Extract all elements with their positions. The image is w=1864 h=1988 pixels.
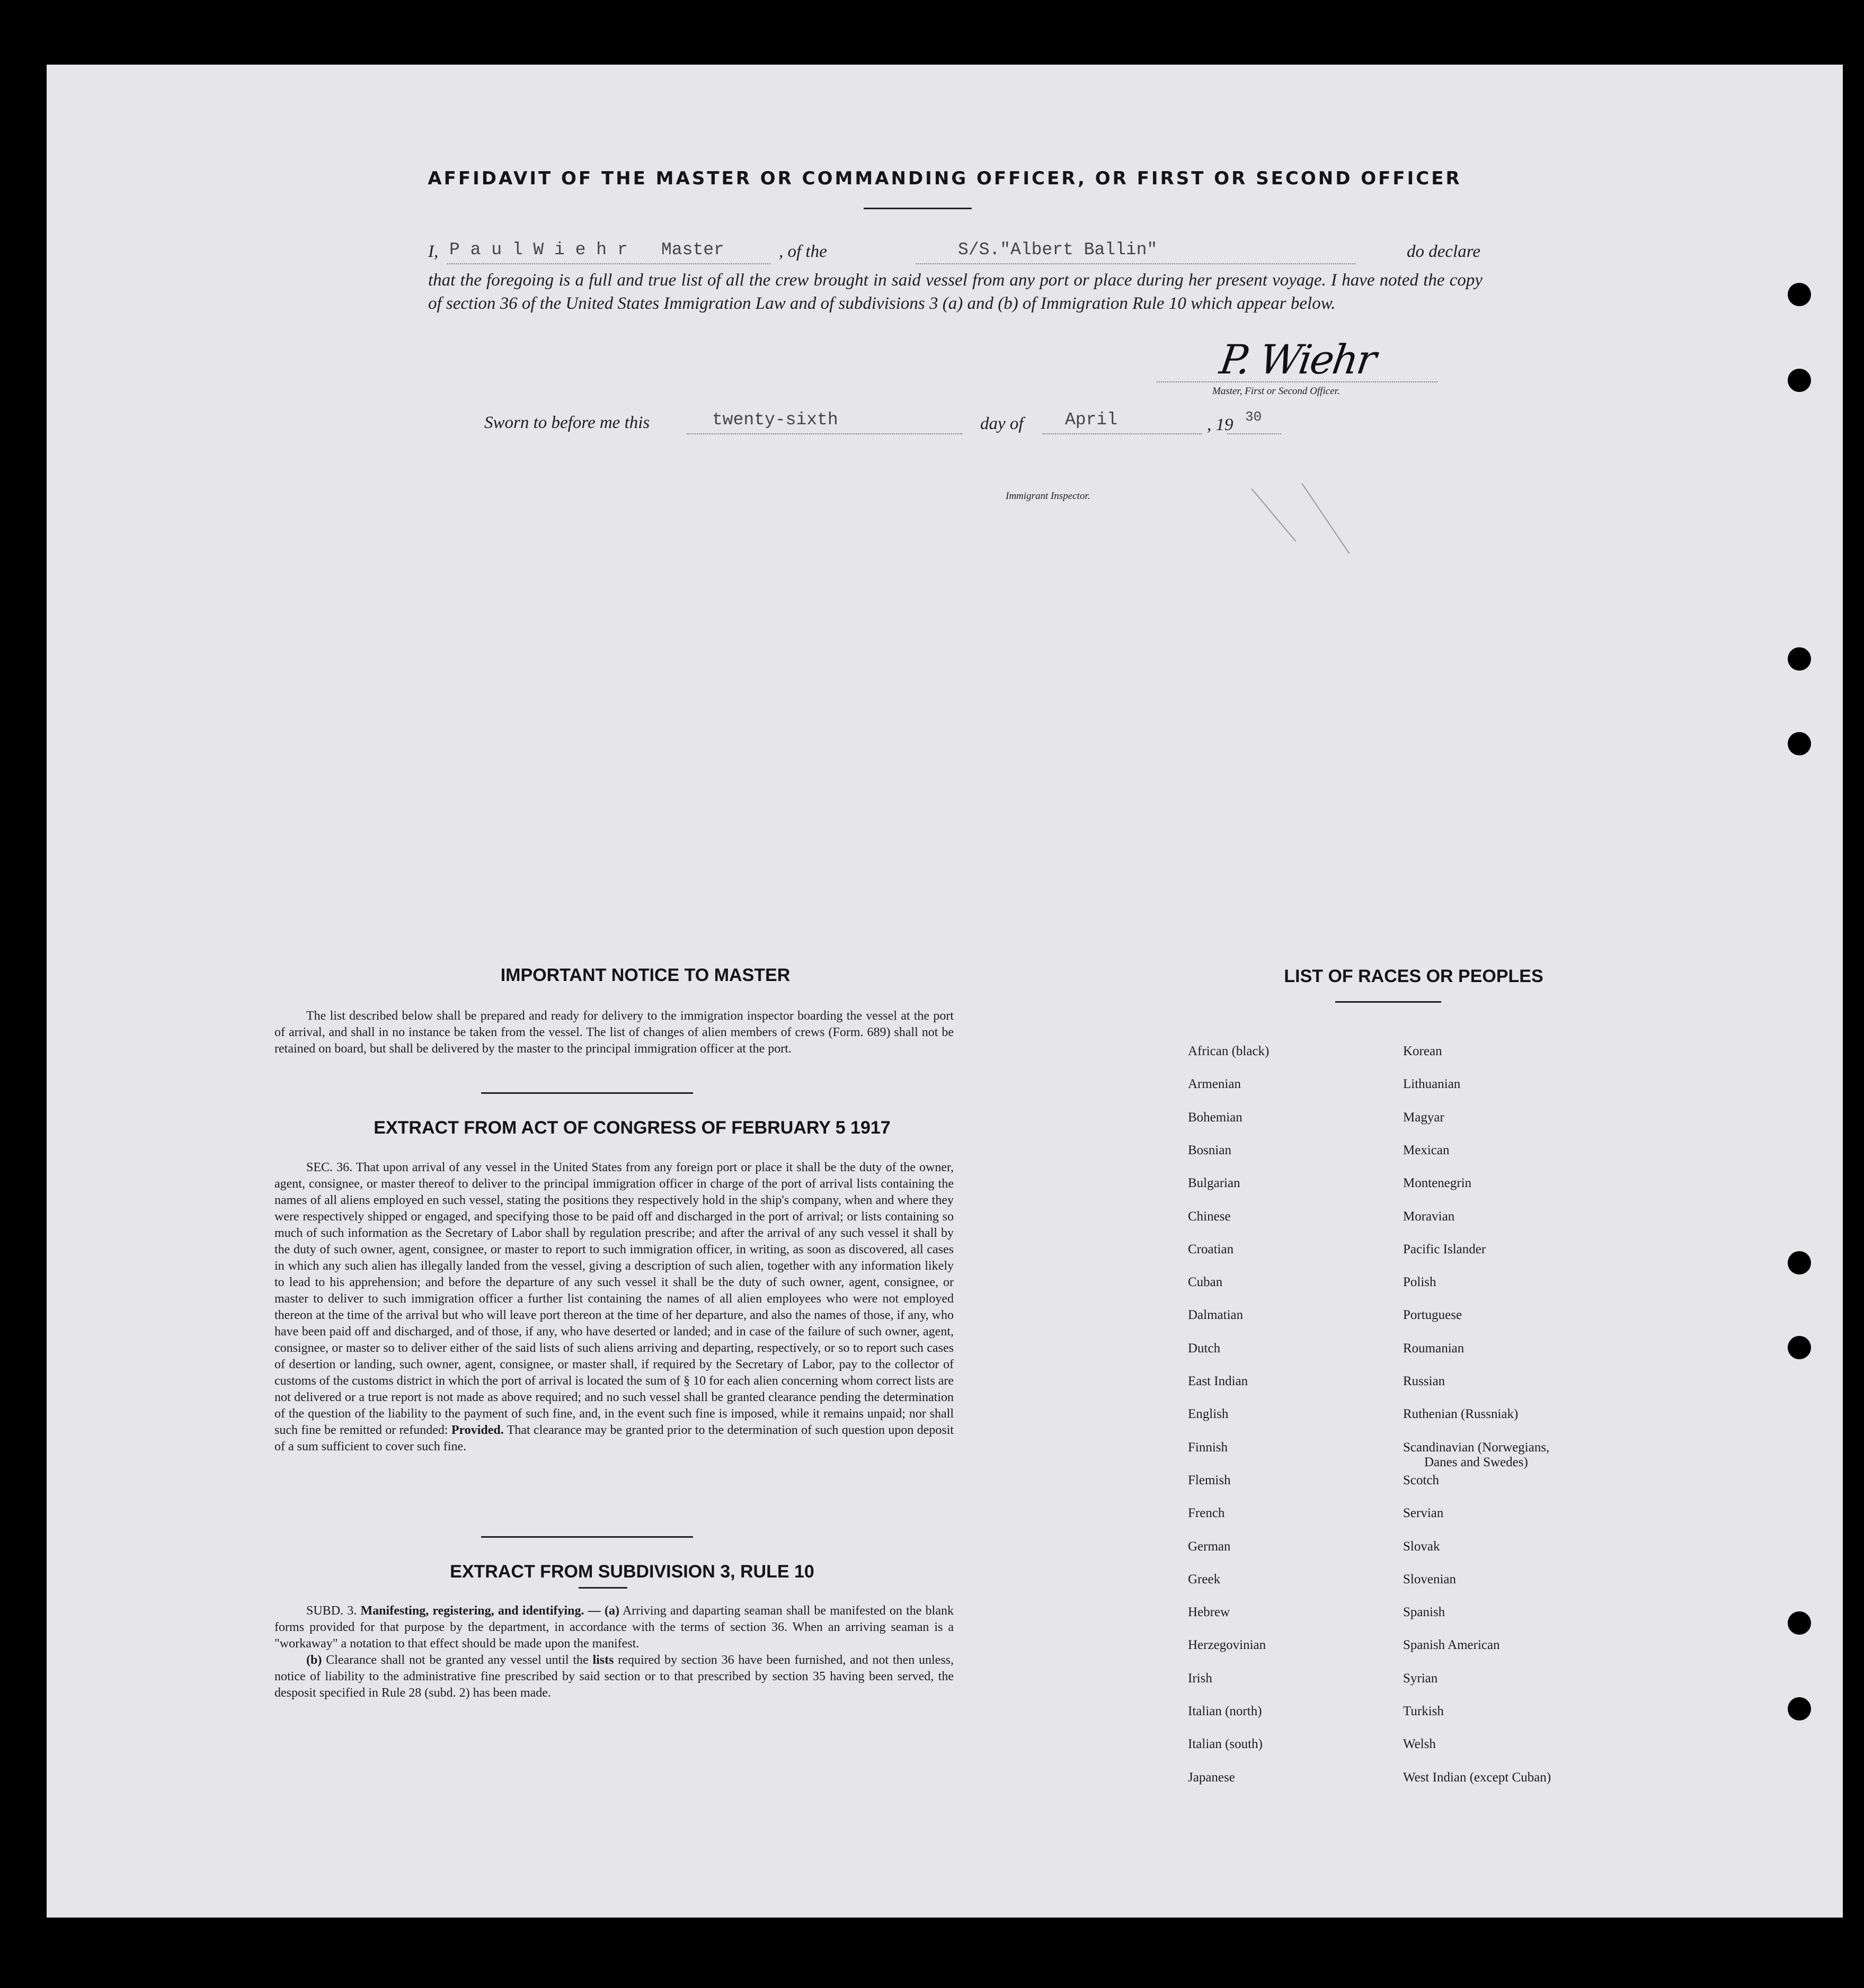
- race-item: Scotch: [1403, 1473, 1440, 1487]
- race-item: West Indian (except Cuban): [1403, 1770, 1551, 1785]
- race-item: Croatian: [1188, 1242, 1234, 1256]
- signature-caption: Master, First or Second Officer.: [1212, 386, 1340, 397]
- race-item: Slovak: [1403, 1539, 1440, 1554]
- race-item: German: [1188, 1539, 1231, 1554]
- punch-hole: [1788, 1697, 1811, 1720]
- race-item: Cuban: [1188, 1275, 1223, 1290]
- master-name: P a u l W i e h r: [449, 240, 628, 260]
- race-item: Dutch: [1188, 1341, 1221, 1356]
- race-item: Polish: [1403, 1275, 1436, 1290]
- race-item: African (black): [1188, 1044, 1270, 1058]
- day-of-label: day of: [980, 414, 1024, 433]
- declaration-line: [428, 242, 1483, 269]
- race-item: Turkish: [1403, 1704, 1444, 1718]
- race-item: Roumanian: [1403, 1341, 1464, 1356]
- race-item: Herzegovinian: [1188, 1638, 1266, 1653]
- signature-line: [1157, 381, 1437, 382]
- race-item: East Indian: [1188, 1374, 1248, 1388]
- punch-hole: [1788, 1336, 1811, 1359]
- section-divider: [579, 1587, 627, 1589]
- races-title: LIST OF RACES OR PEOPLES: [1284, 966, 1543, 986]
- race-item: Welsh: [1403, 1737, 1436, 1752]
- race-item: Bosnian: [1188, 1143, 1231, 1157]
- race-item: Servian: [1403, 1506, 1444, 1521]
- rule-body: SUBD. 3. Manifesting, registering, and identifying. — (a) Arriving and daparting seaman shall be manifested on the blank forms provided for that purpose by the department, in accordance with the terms of section 36. When an arriving seaman is a "workaway" a notation to that effect should be made upon the manifest. (b) Clearance shall not be granted any vessel until the lists required by section 36 have been furnished, and not then unless, notice of liability to the administrative fine prescribed by said section or to that prescribed by section 35 having been served, the desposit specified in Rule 28 (subd. 2) has been made.: [274, 1604, 954, 1700]
- affidavit-title: AFFIDAVIT OF THE MASTER OR COMMANDING OFFICER, OR FIRST OR SECOND OFFICER: [428, 168, 1462, 189]
- punch-hole: [1788, 1251, 1811, 1274]
- race-item: Lithuanian: [1403, 1077, 1461, 1092]
- race-item: Spanish American: [1403, 1638, 1500, 1653]
- punch-hole: [1788, 732, 1811, 755]
- sworn-day: twenty-sixth: [712, 410, 838, 430]
- punch-hole: [1788, 283, 1811, 306]
- punch-hole: [1788, 1611, 1811, 1635]
- year-prefix: , 19: [1207, 415, 1233, 434]
- i-prefix: I,: [428, 242, 439, 261]
- punch-hole: [1788, 647, 1811, 671]
- race-item: Slovenian: [1403, 1572, 1456, 1586]
- race-item: Armenian: [1188, 1077, 1241, 1092]
- section-divider: [481, 1092, 693, 1094]
- race-item: Hebrew: [1188, 1605, 1230, 1620]
- section-divider: [481, 1536, 693, 1538]
- race-item: Italian (south): [1188, 1737, 1263, 1752]
- inspector-caption: Immigrant Inspector.: [1006, 491, 1090, 502]
- notice-body: The list described below shall be prepared and ready for delivery to the immigration inspector boarding the vessel at the port of arrival, and shall in no instance be taken from the vessel. The list of changes of alien members of crews (Form. 689) shall not be retained on board, but shall be delivered by the master to the principal immigration officer at the port.: [274, 1009, 954, 1056]
- pencil-mark: [1301, 483, 1350, 554]
- race-item: Greek: [1188, 1572, 1221, 1586]
- race-item: Spanish: [1403, 1605, 1445, 1620]
- race-item: French: [1188, 1506, 1225, 1521]
- rule-title: EXTRACT FROM SUBDIVISION 3, RULE 10: [450, 1562, 814, 1582]
- of-the-label: , of the: [779, 242, 827, 261]
- punch-hole: [1788, 369, 1811, 392]
- sworn-prefix: Sworn to before me this: [484, 413, 650, 432]
- race-item: Japanese: [1188, 1770, 1235, 1785]
- race-item: Mexican: [1403, 1143, 1450, 1157]
- race-item: Moravian: [1403, 1209, 1455, 1224]
- race-item: Italian (north): [1188, 1704, 1262, 1718]
- notice-title: IMPORTANT NOTICE TO MASTER: [500, 965, 791, 985]
- affidavit-body: that the foregoing is a full and true list of all the crew brought in said vessel from any port or place during her present voyage. I have noted the copy of section 36 of the United States Immigration Law and of subdivisions 3 (a) and (b) of Immigration Rule 10 which appear below.: [428, 271, 1483, 313]
- race-item: Dalmatian: [1188, 1308, 1244, 1323]
- race-item: English: [1188, 1407, 1229, 1422]
- race-item: Danes and Swedes): [1424, 1455, 1528, 1469]
- race-item: Syrian: [1403, 1671, 1438, 1686]
- provided-label: Provided.: [451, 1423, 504, 1437]
- act-title: EXTRACT FROM ACT OF CONGRESS OF FEBRUARY 5 1917: [374, 1118, 891, 1138]
- race-item: Ruthenian (Russniak): [1403, 1407, 1519, 1422]
- race-item: Bohemian: [1188, 1110, 1242, 1125]
- race-item: Scandinavian (Norwegians,: [1403, 1440, 1550, 1455]
- master-signature: P. Wiehr: [1217, 336, 1378, 383]
- pencil-mark: [1251, 488, 1296, 542]
- race-item: Pacific Islander: [1403, 1242, 1486, 1256]
- race-item: Bulgarian: [1188, 1176, 1240, 1191]
- race-item: Montenegrin: [1403, 1176, 1472, 1191]
- title-divider: [864, 208, 972, 209]
- do-declare-label: do declare: [1407, 242, 1480, 261]
- race-item: Chinese: [1188, 1209, 1231, 1224]
- race-item: Flemish: [1188, 1473, 1231, 1487]
- race-item: Korean: [1403, 1044, 1442, 1058]
- race-item: Russian: [1403, 1374, 1445, 1388]
- document-page: [47, 65, 1843, 1918]
- race-item: Magyar: [1403, 1110, 1444, 1125]
- master-rank: Master: [661, 240, 724, 260]
- race-item: Irish: [1188, 1671, 1212, 1686]
- race-item: Finnish: [1188, 1440, 1228, 1455]
- act-body: SEC. 36. That upon arrival of any vessel in the United States from any foreign port or place it shall be the duty of the owner, agent, consignee, or master thereof to deliver to the principal immigration officer in charge of the port of arrival lists containing the names of all aliens employed en such vessel, stating the positions they respectively hold in the ship's company, when and where they were respectively shipped or engaged, and specifying those to be paid off and discharged in the port of arrival; or lists containing so much of such information as the Secretary of Labor shall by regulation prescribe; and after the arrival of any such vessel it shall by the duty of such owner, agent, consignee, or master to report to such immigration officer, in writing, as soon as discovered, all cases in which any such alien has illegally landed from the vessel, giving a description of such alien, together with any information likely to lead to his apprehension; and before the departure of any such vessel it shall be the duty of such owner, agent, consignee, or master to deliver to such immigration officer a further list containing the names of all alien employees who were not employed thereon at the time of the arrival but who will leave port thereon at the time of her departure, and also the names of those, if any, who have been paid off and discharged, and of those, if any, who have deserted or landed; and in case of the failure of such owner, agent, consignee, or master so to deliver either of the said lists of such aliens arriving and departing, respectively, or so to report such cases of desertion or landing, such owner, agent, consignee, or master shall, if required by the Secretary of Labor, pay to the collector of customs of the customs district in which the port of arrival is located the sum of § 10 for each alien concerning whom correct lists are not delivered or a true report is not made as above required; and no such vessel shall be granted clearance pending the determination of the question of the liability to the payment of such fine, and, in the event such fine is imposed, while it remains unpaid; nor shall such fine be remitted or refunded: Provided. That clearance may be granted prior to the determination of such question upon deposit of a sum sufficient to cover such fine.: [274, 1161, 954, 1454]
- sworn-month: April: [1065, 410, 1118, 430]
- race-item: Portuguese: [1403, 1308, 1462, 1323]
- year-suffix: 30: [1245, 409, 1262, 425]
- vessel-name: S/S."Albert Ballin": [958, 240, 1158, 260]
- section-divider: [1335, 1001, 1441, 1003]
